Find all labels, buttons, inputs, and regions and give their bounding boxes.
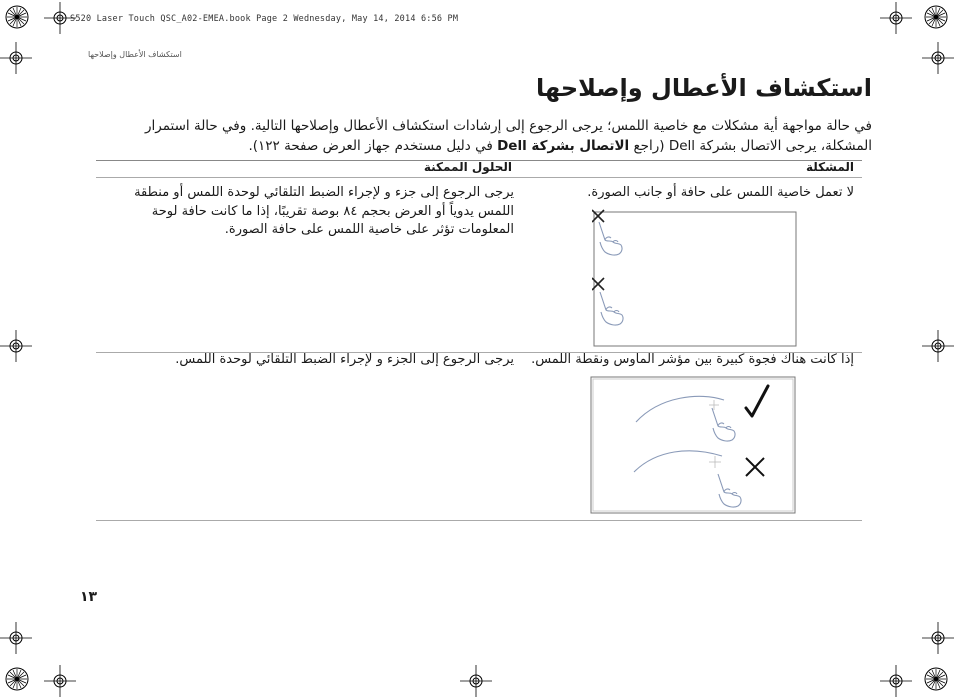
registration-mark-icon (880, 665, 912, 697)
registration-mark-icon (0, 42, 32, 74)
running-head: استكشاف الأعطال وإصلاحها (88, 50, 182, 59)
edge-touch-figure (592, 206, 802, 350)
touch-hand-icon (718, 474, 741, 507)
registration-mark-icon (922, 622, 954, 654)
intro-paragraph (118, 116, 872, 156)
registration-mark-icon (0, 330, 32, 362)
touch-hand-icon (712, 408, 735, 441)
table-row-2-solution: يرجى الرجوع إلى الجزء و لإجراء الضبط التلقائي لوحدة اللمس. (175, 352, 514, 367)
print-header: S520 Laser Touch QSC_A02-EMEA.book Page 2 Wednesday, May 14, 2014 6:56 PM (70, 14, 459, 24)
intro-line-2-start: المشكلة، يرجى الاتصال بشركة Dell (راجع (629, 138, 872, 154)
table-bottom-rule (96, 520, 862, 521)
check-mark-icon (746, 386, 768, 416)
registration-mark-icon (880, 2, 912, 34)
touch-hand-icon (600, 292, 623, 325)
registration-mark-icon (922, 42, 954, 74)
color-rosette-icon (4, 4, 30, 30)
intro-line-2-end: في دليل مستخدم جهاز العرض صفحة ١٢٢). (248, 138, 498, 154)
color-rosette-icon (923, 666, 949, 692)
table-header-rule (96, 177, 862, 178)
registration-mark-icon (44, 2, 76, 34)
x-mark-icon (746, 458, 764, 476)
intro-line-2 (118, 136, 872, 156)
touch-hand-icon (599, 222, 622, 255)
registration-mark-icon (922, 330, 954, 362)
registration-mark-icon (44, 665, 76, 697)
page-number: ١٣ (80, 589, 98, 605)
table-row-2-problem: إذا كانت هناك فجوة كبيرة بين مؤشر الماوس ونقطة اللمس. (531, 352, 854, 367)
table-header-solution: الحلول الممكنة (423, 160, 512, 174)
table-header-problem: المشكلة (805, 160, 854, 174)
intro-line-1: في حالة مواجهة أية مشكلات مع خاصية اللمس؛ يرجى الرجوع إلى إرشادات استكشاف الأعطال وإصلاحها التالية. وفي حالة استمرار (145, 118, 872, 134)
table-row-1-problem: لا تعمل خاصية اللمس على حافة أو جانب الصورة. (587, 185, 854, 200)
registration-mark-icon (460, 665, 492, 697)
page-title: استكشاف الأعطال وإصلاحها (535, 74, 872, 102)
color-rosette-icon (923, 4, 949, 30)
table-row-1-solution: يرجى الرجوع إلى جزء و لإجراء الضبط التلقائي لوحدة اللمس أو منطقة اللمس يدوياً أو العرض بحجم ٨٤ بوصة تقريبًا، إذا ما كانت حافة لوحة المعلومات تؤثر على خاصية اللمس على حافة الصورة. (134, 185, 514, 237)
cursor-gap-figure (590, 376, 798, 516)
color-rosette-icon (4, 666, 30, 692)
registration-mark-icon (0, 622, 32, 654)
contact-dell-reference: الاتصال بشركة Dell (497, 138, 630, 154)
